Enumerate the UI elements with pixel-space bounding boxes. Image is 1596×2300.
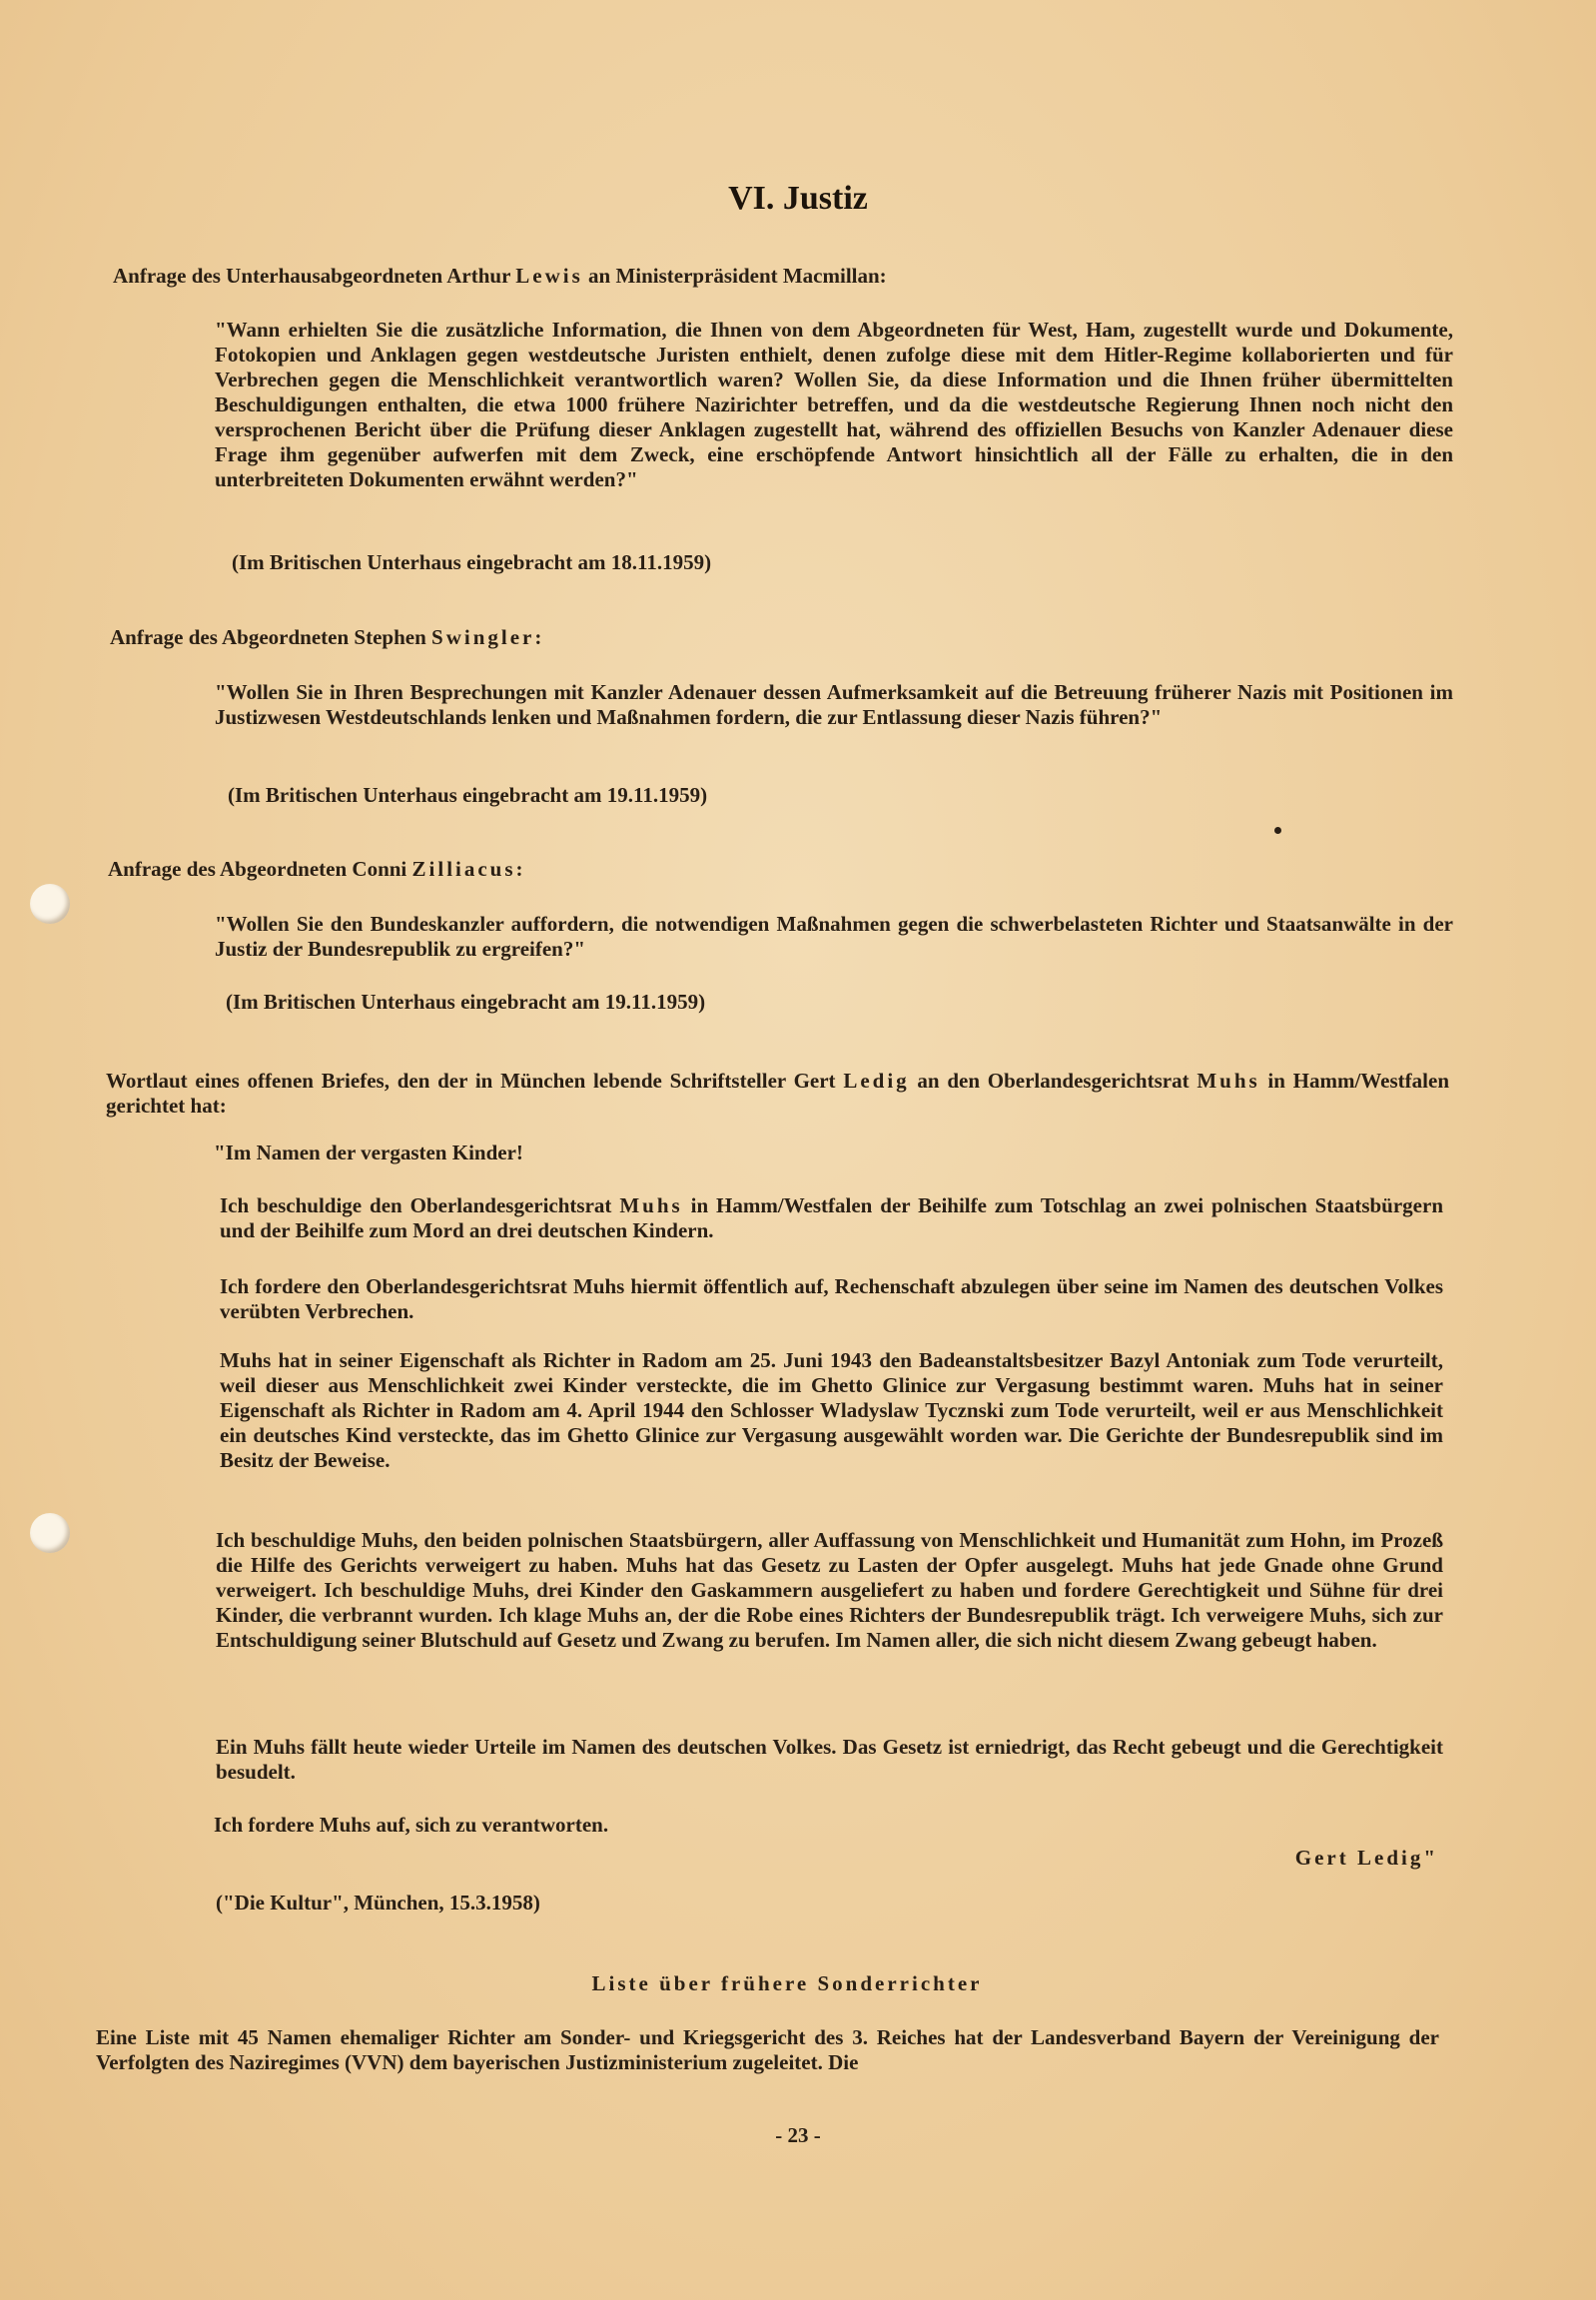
q1-source: (Im Britischen Unterhaus eingebracht am 18.11.1959) — [232, 550, 712, 574]
letter-intro-c: in Hamm/Westfalen gerichtet hat: — [106, 1069, 1449, 1118]
q3-intro-pre: Anfrage des Abgeordneten Conni — [108, 857, 412, 881]
letter-p1-post: in Hamm/Westfalen der Beihilfe zum Totschlag an zwei polnischen Staatsbürgern und der Beihilfe zum Mord an drei deutschen Kindern. — [220, 1193, 1443, 1242]
q3-quote: "Wollen Sie den Bundeskanzler auffordern, die notwendigen Maßnahmen gegen die schwerbelasteten Richter und Staatsanwälte in der Justiz der Bundesrepublik zu ergreifen?" — [215, 912, 1453, 961]
q3-intro-name: Zilliacus: — [411, 857, 526, 881]
q1-intro-pre: Anfrage des Unterhausabgeordneten Arthur — [113, 264, 516, 288]
letter-intro-a: Wortlaut eines offenen Briefes, den der in München lebende Schriftsteller Gert — [106, 1069, 844, 1093]
q2-intro-pre: Anfrage des Abgeordneten Stephen — [110, 625, 432, 649]
letter-signature: Gert Ledig" — [1294, 1846, 1438, 1870]
q2-intro-name: Swingler: — [431, 625, 545, 649]
q3-source: (Im Britischen Unterhaus eingebracht am 19.11.1959) — [226, 990, 706, 1014]
letter-p1-pre: Ich beschuldige den Oberlandesgerichtsrat — [220, 1193, 620, 1217]
q1-quote: "Wann erhielten Sie die zusätzliche Information, die Ihnen von dem Abgeordneten für West, Ham, zugestellt wurde und Dokumente, Fotokopien und Anklagen gegen westdeutsche Juristen enthielt, denen zufolge diese mit dem Hitler-Regime kollaborierten und für Verbrechen gegen die Menschlichkeit verantwortlich waren? Wollen Sie, da diese Information und die Ihnen früher übermittelten Beschuldigungen enthalten, die etwa 1000 frühere Nazirichter betreffen, und da die westdeutsche Regierung Ihnen noch nicht den versprochenen Bericht über die Prüfung dieser Anklagen zugestellt hat, während des offiziellen Besuchs von Kanzler Adenauer diese Frage ihm gegenüber aufwerfen mit dem Zweck, eine erschöpfende Antwort hinsichtlich all der Fälle zu erhalten, die in den unterbreiteten Dokumenten erwähnt werden?" — [215, 318, 1453, 491]
letter-paragraph-4: Ich beschuldige Muhs, den beiden polnischen Staatsbürgern, aller Auffassung von Menschlichkeit und Humanität zum Hohn, im Prozeß die Hilfe des Gerichts verweigert zu haben. Muhs hat das Gesetz zu Lasten der Opfer ausgelegt. Muhs hat jede Gnade ohne Grund verweigert. Ich beschuldige Muhs, drei Kinder den Gaskammern ausgeliefert zu haben und fordere Gerechtigkeit und Sühne für drei Kinder, die verbrannt wurden. Ich klage Muhs an, der die Robe eines Richters der Bundesrepublik trägt. Ich verweigere Muhs, sich zur Entschuldigung seiner Blutschuld auf Gesetz und Zwang zu berufen. Im Namen aller, die sich nicht diesem Zwang gebeugt haben. — [216, 1528, 1443, 1652]
list-text: Eine Liste mit 45 Namen ehemaliger Richter am Sonder- und Kriegsgericht des 3. Reiches hat der Landesverband Bayern der Vereinigung der Verfolgten des Naziregimes (VVN) dem bayerischen Justizministerium zugeleitet. Die — [96, 2025, 1439, 2074]
punch-hole-top — [30, 884, 70, 924]
q1-intro-name: Lewis — [515, 264, 583, 288]
letter-paragraph-3: Muhs hat in seiner Eigenschaft als Richter in Radom am 25. Juni 1943 den Badeanstaltsbesitzer Bazyl Antoniak zum Tode verurteilt, weil dieser aus Menschlichkeit zwei Kinder versteckte, die im Ghetto Glinice zur Vergasung bestimmt waren. Muhs hat in seiner Eigenschaft als Richter in Radom am 4. April 1944 den Schlosser Wladyslaw Tycznski zum Tode verurteilt, weil er aus Menschlichkeit ein deutsches Kind versteckte, das im Ghetto Glinice zur Vergasung ausgewählt worden war. Die Gerichte der Bundesrepublik sind im Besitz der Beweise. — [220, 1348, 1443, 1472]
page-number: - 23 - — [775, 2123, 821, 2147]
letter-intro-b: an den Oberlandesgerichtsrat — [909, 1069, 1197, 1093]
letter-opening: "Im Namen der vergasten Kinder! — [214, 1141, 523, 1164]
q2-quote: "Wollen Sie in Ihren Besprechungen mit Kanzler Adenauer dessen Aufmerksamkeit auf die Betreuung früherer Nazis mit Positionen im Justizwesen Westdeutschlands lenken und Maßnahmen fordern, die zur Entlassung dieser Nazis führen?" — [215, 680, 1453, 729]
list-title: Liste über frühere Sonderrichter — [591, 1971, 983, 1995]
q2-source: (Im Britischen Unterhaus eingebracht am 19.11.1959) — [228, 783, 708, 807]
letter-paragraph-2: Ich fordere den Oberlandesgerichtsrat Muhs hiermit öffentlich auf, Rechenschaft abzulegen über seine im Namen des deutschen Volkes verübten Verbrechen. — [220, 1274, 1443, 1323]
ink-dot — [1274, 827, 1281, 834]
q1-intro-post: an Ministerpräsident Macmillan: — [582, 264, 887, 288]
letter-intro — [106, 1069, 1449, 1119]
letter-paragraph-1 — [220, 1193, 1443, 1243]
letter-p1-name: Muhs — [619, 1193, 683, 1217]
q1-intro — [113, 264, 1411, 289]
q2-intro — [110, 625, 1109, 650]
letter-source: ("Die Kultur", München, 15.3.1958) — [216, 1891, 540, 1915]
section-heading: VI. Justiz — [728, 180, 868, 217]
letter-intro-name2: Muhs — [1197, 1069, 1260, 1093]
punch-hole-bottom — [30, 1513, 70, 1553]
letter-intro-name1: Ledig — [843, 1069, 910, 1093]
q3-intro — [108, 857, 1107, 882]
letter-paragraph-5: Ein Muhs fällt heute wieder Urteile im Namen des deutschen Volkes. Das Gesetz ist erniedrigt, das Recht gebeugt und die Gerechtigkeit besudelt. — [216, 1735, 1443, 1784]
letter-paragraph-6: Ich fordere Muhs auf, sich zu verantworten. — [214, 1813, 609, 1837]
